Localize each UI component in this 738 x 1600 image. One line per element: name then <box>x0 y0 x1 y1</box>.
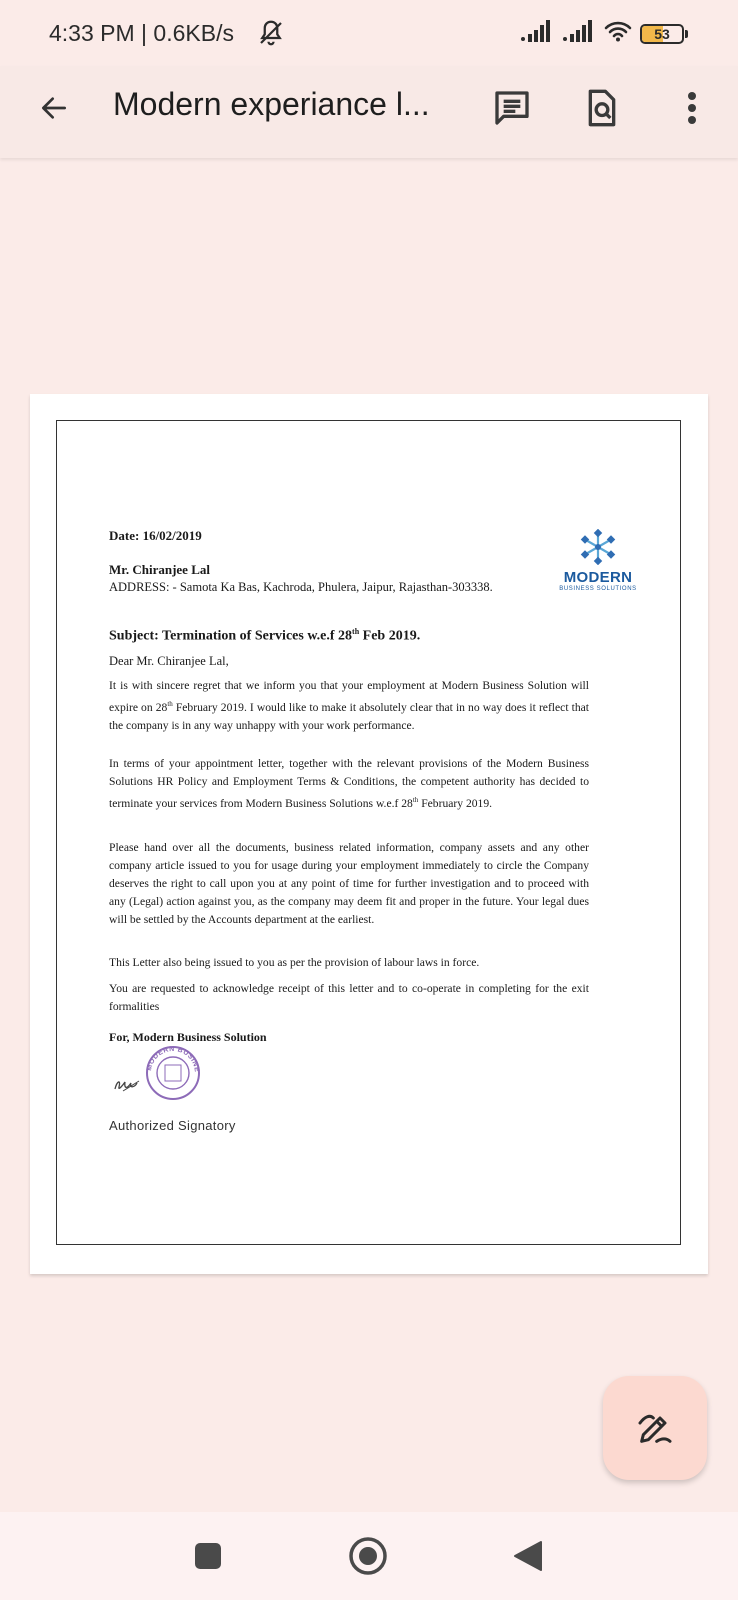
back-button[interactable] <box>30 84 78 132</box>
document-viewer[interactable] <box>0 158 738 1512</box>
app-bar <box>0 66 738 158</box>
snowflake-logo-icon <box>580 529 616 565</box>
battery-level: 53 <box>654 25 670 42</box>
document-page <box>30 394 708 1274</box>
paragraph-2: In terms of your appointment letter, together with the relevant provisions of the Modern Business Solutions HR Policy and Employment Terms & Conditions, the competent authority has decided to terminate your services from Modern Business Solutions w.e.f 28th February 2019. <box>109 757 589 810</box>
signature-and-seal <box>109 1045 209 1105</box>
recipient-address: ADDRESS: - Samota Ka Bas, Kachroda, Phulera, Jaipur, Rajasthan-303338. <box>109 580 493 594</box>
company-seal-icon <box>109 1045 209 1105</box>
status-bar <box>0 0 738 66</box>
comments-button[interactable] <box>488 84 536 132</box>
svg-text:MODERN BUSINESS SOLUTIONS: MODERN BUSINE <box>145 1045 201 1073</box>
status-time-speed: 4:33 PM | 0.6KB/s <box>49 20 234 46</box>
mute-bell-icon <box>256 18 286 53</box>
logo-wordmark: MODERN <box>563 569 633 586</box>
edit-pen-icon <box>635 1408 675 1448</box>
company-logo <box>554 529 642 593</box>
recents-button[interactable] <box>186 1534 230 1578</box>
more-vert-icon <box>686 90 698 126</box>
comment-icon <box>492 88 532 128</box>
recents-square-icon <box>194 1542 222 1570</box>
system-back-button[interactable] <box>506 1534 550 1578</box>
recipient-name: Mr. Chiranjee Lal <box>109 562 210 577</box>
signal-icon <box>520 20 554 47</box>
home-circle-icon <box>348 1536 388 1576</box>
authorized-signatory: Authorized Signatory <box>109 1118 236 1133</box>
battery-icon <box>640 24 688 44</box>
system-nav-bar <box>0 1512 738 1600</box>
letter-date: Date: 16/02/2019 <box>109 528 202 543</box>
document-search-icon <box>584 88 620 128</box>
paragraph-4: This Letter also being issued to you as per the provision of labour laws in force. <box>109 956 480 969</box>
home-button[interactable] <box>346 1534 390 1578</box>
edit-fab-button[interactable] <box>603 1376 707 1480</box>
signal-icon <box>562 20 596 47</box>
paragraph-3: Please hand over all the documents, business related information, company assets and any other company article issued to you for usage during your employment immediately to circle the Company deserves the right to call upon you at any point of time for further investigation and to proceed with any (Legal) action against you, as the company may deem fit and proper in the future. Your legal dues will be settled by the Accounts department at the earliest. <box>109 841 589 926</box>
back-arrow-icon <box>38 92 70 124</box>
letter-greeting: Dear Mr. Chiranjee Lal, <box>109 654 229 668</box>
wifi-icon <box>604 20 632 47</box>
back-triangle-icon <box>513 1540 543 1572</box>
letter-frame <box>56 420 681 1245</box>
paragraph-5: You are requested to acknowledge receipt of this letter and to co-operate in completing for the exit formalities <box>109 982 589 1013</box>
letter-subject: Subject: Termination of Services w.e.f 28th Feb 2019. <box>109 627 421 644</box>
paragraph-1: It is with sincere regret that we inform you that your employment at Modern Business Solution will expire on 28th February 2019. I would like to make it absolutely clear that in no way does it reflect that the company is in any way unhappy with your work performance. <box>109 679 590 732</box>
more-options-button[interactable] <box>668 84 716 132</box>
logo-tagline: BUSINESS SOLUTIONS <box>559 586 637 592</box>
find-in-document-button[interactable] <box>578 84 626 132</box>
document-title: Modern experiance l... <box>113 86 430 122</box>
letter-signoff: For, Modern Business Solution <box>109 1030 267 1044</box>
